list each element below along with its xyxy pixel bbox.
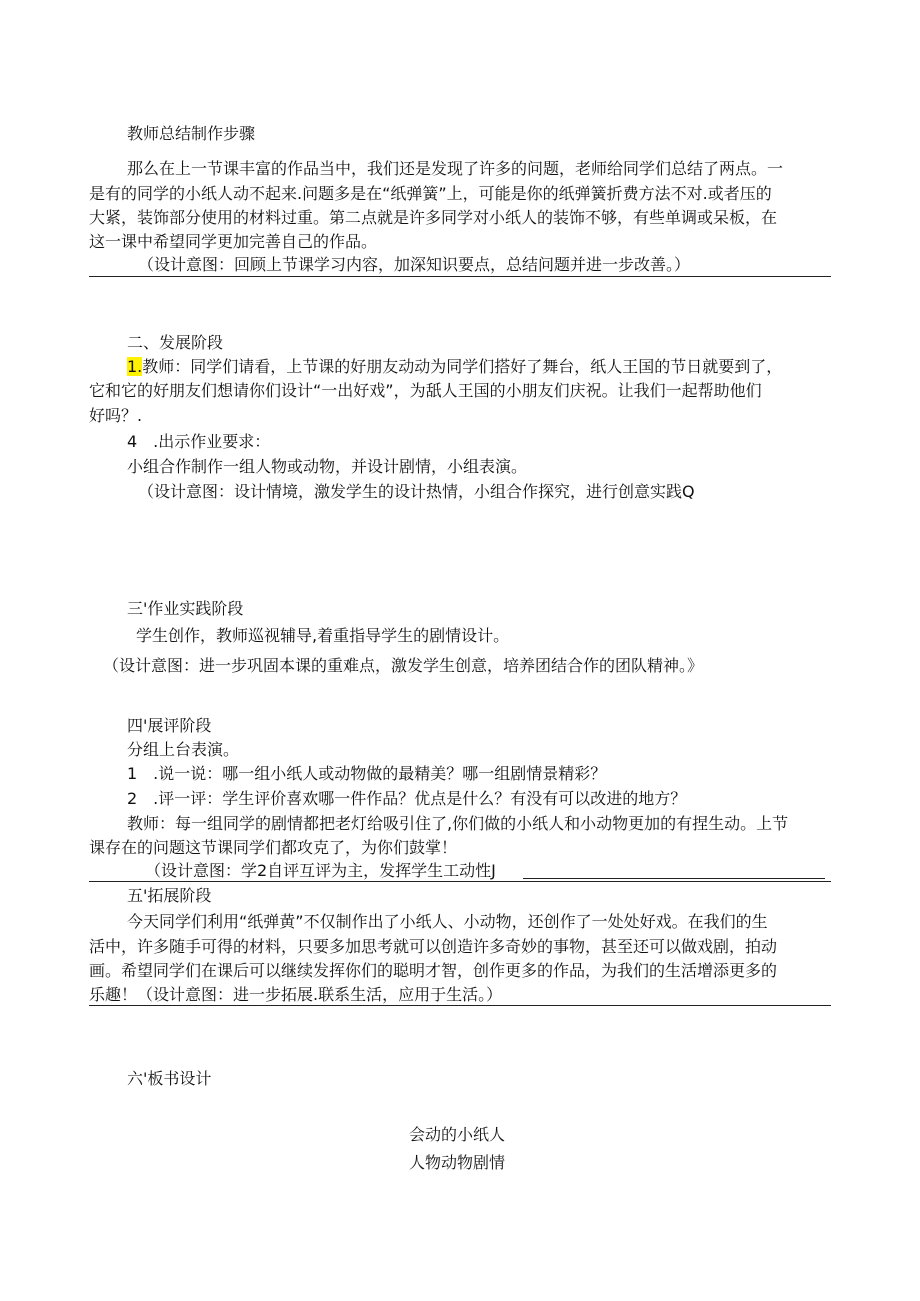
- show-heading: 四'展评阶段: [127, 716, 212, 735]
- extend-line-2: 活中，许多随手可得的材料，只要多加思考就可以创造许多奇妙的事物，甚至还可以做戏剧，拍动: [89, 937, 778, 956]
- practice-intent: （设计意图：进一步巩固本课的重难点，激发学生创意，培养团结合作的团队精神。》: [103, 656, 704, 675]
- item-number-highlight: 1.: [127, 357, 143, 376]
- show-teacher-line-1: 教师：每一组同学的剧情都把老灯给吸引住了,你们做的小纸人和小动物更加的有捏生动。上节: [127, 814, 789, 833]
- develop-heading: 二、发展阶段: [127, 333, 224, 352]
- divider-2: [89, 881, 831, 882]
- develop-item-1-text: 教师：同学们请看，上节课的好朋友动动为同学们搭好了舞台，纸人王国的节日就要到了，: [142, 357, 783, 376]
- summary-line-4: 这一课中希望同学更加完善自己的作品。: [89, 232, 378, 251]
- divider-1: [89, 276, 831, 277]
- board-heading: 六'板书设计: [127, 1069, 212, 1088]
- summary-line-3: 大紧，装饰部分使用的材料过重。第二点就是许多同学对小纸人的装饰不够，有些单调或呆板，在: [89, 208, 778, 227]
- show-line-1: 分组上台表演。: [127, 740, 240, 759]
- extend-heading: 五'拓展阶段: [127, 886, 212, 905]
- summary-line-2: 是有的同学的小纸人动不起来.问题多是在“纸弹簧”上，可能是你的纸弹簧折费方法不对.或者压的: [89, 184, 772, 203]
- show-intent: （设计意图：学2自评互评为主，发挥学生工动性J: [145, 861, 496, 880]
- underline-fill: [523, 878, 825, 879]
- summary-heading: 教师总结制作步骤: [127, 124, 256, 143]
- develop-item-1: [127, 355, 782, 379]
- extend-line-4: 乐趣！（设计意图：进一步拓展.联系生活，应用于生活。）: [89, 985, 503, 1004]
- show-teacher-line-2: 课存在的问题这节课同学们都攻克了，为你们鼓掌！: [89, 838, 458, 857]
- extend-line-1: 今天同学们利用“纸弹黄”不仅制作出了小纸人、小动物，还创作了一处处好戏。在我们的生: [127, 912, 768, 931]
- extend-line-3: 画。希望同学们在课后可以继续发挥你们的聪明才智，创作更多的作品，为我们的生活增添更多的: [89, 961, 778, 980]
- develop-requirement: 小组合作制作一组人物或动物，并设计剧情，小组表演。: [127, 457, 528, 476]
- develop-line-2: 它和它的好朋友们想请你们设计“一出好戏”，为舐人王国的小朋友们庆祝。让我们一起帮助他们: [89, 381, 762, 400]
- board-subtitle: 人物动物剧情: [409, 1153, 506, 1172]
- board-title: 会动的小纸人: [409, 1125, 506, 1144]
- divider-3: [89, 1005, 831, 1006]
- summary-line-1: 那么在上一节课丰富的作品当中，我们还是发现了许多的问题，老师给同学们总结了两点。一: [127, 159, 784, 178]
- show-question-2: 2 .评一评：学生评价喜欢哪一件作品？优点是什么？有没有可以改进的地方？: [127, 789, 687, 808]
- practice-text: 学生创作，教师巡视辅导,着重指导学生的剧情设计。: [136, 626, 510, 645]
- develop-item-2: 4 .出示作业要求：: [127, 432, 271, 451]
- practice-heading: 三'作业实践阶段: [127, 599, 244, 618]
- show-question-1: 1 .说一说：哪一组小纸人或动物做的最精美？哪一组剧情景精彩？: [127, 764, 607, 783]
- develop-line-3: 好吗？.: [89, 406, 143, 425]
- develop-intent: （设计意图：设计情境，激发学生的设计热情，小组合作探究，进行创意实践Q: [138, 482, 695, 501]
- summary-intent: （设计意图：回顾上节课学习内容，加深知识要点，总结问题并进一步改善。）: [138, 255, 691, 274]
